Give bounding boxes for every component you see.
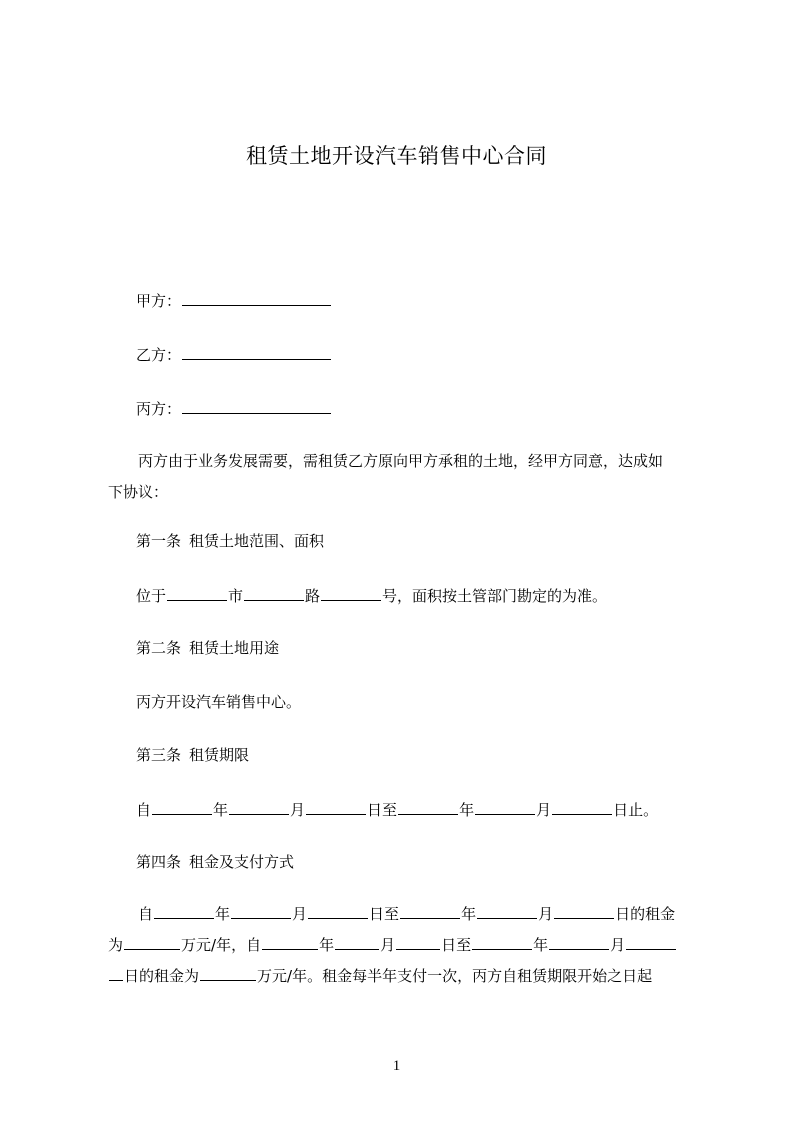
- party-c-blank: [182, 398, 331, 414]
- rent-row-1: [108, 899, 700, 930]
- term-from: 自: [136, 801, 152, 819]
- rent2-year: 年: [319, 936, 335, 954]
- rent2-start-month-blank: [335, 934, 379, 950]
- article-4-body: [108, 899, 700, 992]
- party-a-label: 甲方：: [136, 292, 182, 310]
- end-day-blank: [552, 799, 612, 815]
- intro-line-2: 下协议：: [108, 483, 169, 501]
- intro-line-1: 丙方由于业务发展需要，需租赁乙方原向甲方承租的土地，经甲方同意，达成如: [138, 452, 664, 470]
- article-3-body: [136, 799, 658, 820]
- city-blank: [167, 585, 227, 601]
- article-2-heading: [136, 638, 279, 658]
- rent1-start-day-blank: [308, 903, 368, 919]
- rent-payment-text: 万元/年。租金每半年支付一次，丙方自租赁期限开始之日起: [257, 967, 653, 985]
- article-1-text-road: 路: [305, 587, 321, 605]
- rent2-start-year-blank: [262, 934, 318, 950]
- article-1-number: 第一条: [136, 532, 182, 550]
- article-1-text-city: 市: [228, 587, 244, 605]
- term-month-2: 月: [536, 801, 552, 819]
- intro-paragraph: [108, 446, 700, 508]
- party-b-line: [136, 344, 332, 365]
- term-year: 年: [213, 801, 229, 819]
- article-3-number: 第三条: [136, 746, 182, 764]
- article-1-body: [136, 585, 607, 606]
- rent-year: 年: [215, 905, 231, 923]
- article-4-heading: [136, 852, 294, 872]
- term-day-to: 日至: [367, 801, 398, 819]
- rent2-month-2: 月: [610, 936, 626, 954]
- rent2-end-year-blank: [472, 934, 532, 950]
- article-1-text-area: 号，面积按土管部门勘定的为准。: [382, 587, 608, 605]
- rent1-start-month-blank: [231, 903, 291, 919]
- article-3-title: 租赁期限: [189, 746, 250, 764]
- rent-from: 自: [138, 905, 154, 923]
- rent-for: 为: [108, 936, 124, 954]
- party-b-label: 乙方：: [136, 346, 182, 364]
- rent-unit-from: 万元/年，自: [181, 936, 262, 954]
- article-2-title: 租赁土地用途: [189, 639, 280, 657]
- rent1-end-day-blank: [554, 903, 614, 919]
- start-month-blank: [229, 799, 289, 815]
- party-c-label: 丙方：: [136, 400, 182, 418]
- term-end: 日止。: [613, 801, 659, 819]
- rent-year-2: 年: [461, 905, 477, 923]
- number-blank: [321, 585, 381, 601]
- rent2-end-month-blank: [549, 934, 609, 950]
- rent2-start-day-blank: [396, 934, 440, 950]
- article-2-number: 第二条: [136, 639, 182, 657]
- end-month-blank: [475, 799, 535, 815]
- rent2-year-2: 年: [533, 936, 549, 954]
- rent-row-3: [108, 961, 700, 992]
- rent-month: 月: [292, 905, 308, 923]
- term-month: 月: [290, 801, 306, 819]
- document-title: 租赁土地开设汽车销售中心合同: [246, 144, 547, 168]
- article-1-title: 租赁土地范围、面积: [189, 532, 325, 550]
- rent-label-2: 日的租金为: [124, 967, 200, 985]
- rent2-amount-blank: [200, 965, 256, 981]
- article-3-heading: [136, 745, 249, 765]
- article-4-number: 第四条: [136, 853, 182, 871]
- article-1-text-location: 位于: [136, 587, 167, 605]
- start-year-blank: [152, 799, 212, 815]
- rent2-day-to: 日至: [441, 936, 472, 954]
- party-b-blank: [182, 344, 331, 360]
- rent2-month: 月: [380, 936, 396, 954]
- rent1-end-year-blank: [400, 903, 460, 919]
- party-a-line: [136, 290, 332, 311]
- term-year-2: 年: [459, 801, 475, 819]
- road-blank: [244, 585, 304, 601]
- rent2-end-day-blank-part2: [109, 965, 123, 981]
- start-day-blank: [306, 799, 366, 815]
- rent2-end-day-blank-part1: [626, 934, 676, 950]
- article-4-title: 租金及支付方式: [189, 853, 295, 871]
- rent1-amount-blank: [124, 934, 180, 950]
- rent-month-2: 月: [538, 905, 554, 923]
- rent-label-1: 日的租金: [615, 905, 676, 923]
- rent-day-to: 日至: [369, 905, 400, 923]
- party-c-line: [136, 398, 332, 419]
- end-year-blank: [398, 799, 458, 815]
- rent1-start-year-blank: [154, 903, 214, 919]
- article-2-body: 丙方开设汽车销售中心。: [136, 693, 302, 711]
- rent1-end-month-blank: [477, 903, 537, 919]
- party-a-blank: [182, 290, 331, 306]
- article-1-heading: [136, 531, 324, 551]
- page-number: 1: [392, 1058, 401, 1074]
- rent-row-2: [108, 930, 700, 961]
